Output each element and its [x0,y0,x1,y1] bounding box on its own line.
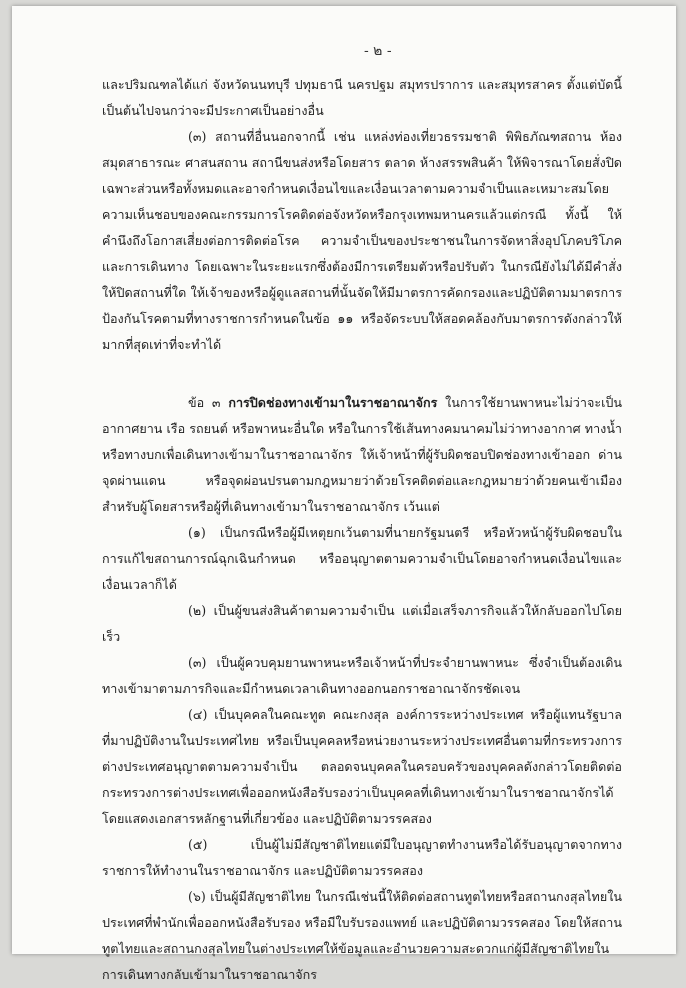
paragraph-gap [102,358,622,390]
paragraph-item-3-other-places: (๓) สถานที่อื่นนอกจากนี้ เช่น แหล่งท่องเที่ยวธรรมชาติ พิพิธภัณฑสถาน ห้องสมุดสาธารณะ ศาสนสถาน สถานีขนส่งหรือโดยสาร ตลาด ห้างสรรพสินค้า ให้พิจารณาโดยสั่งปิดเฉพาะส่วนหรือทั้งหมดและอาจกำหนดเงื่อนไขและเงื่อนเวลาตามความจำเป็นและเหมาะสมโดยความเห็นชอบของคณะกรรมการโรคติดต่อจังหวัดหรือกรุงเทพมหานครแล้วแต่กรณี ทั้งนี้ ให้คำนึงถึงโอกาสเสี่ยงต่อการติดต่อโรค ความจำเป็นของประชาชนในการจัดหาสิ่งอุปโภคบริโภคและการเดินทาง โดยเฉพาะในระยะแรกซึ่งต้องมีการเตรียมตัวหรือปรับตัว ในกรณียังไม่ได้มีคำสั่งให้ปิดสถานที่ใด ให้เจ้าของหรือผู้ดูแลสถานที่นั้นจัดให้มีมาตรการคัดกรองและปฏิบัติตามมาตรการป้องกันโรคตามที่ทางราชการกำหนดในข้อ ๑๑ หรือจัดระบบให้สอดคล้องกับมาตรการดังกล่าวให้มากที่สุดเท่าที่จะทำได้ [102,129,622,352]
exception-item-3: (๓) เป็นผู้ควบคุมยานพาหนะหรือเจ้าหน้าที่ประจำยานพาหนะ ซึ่งจำเป็นต้องเดินทางเข้ามาตามภารกิจและมีกำหนดเวลาเดินทางออกนอกราชอาณาจักรชัดเจน [102,655,622,696]
document-body [102,72,622,988]
paragraph-continuation: และปริมณฑลได้แก่ จังหวัดนนทบุรี ปทุมธานี นครปฐม สมุทรปราการ และสมุทรสาคร ตั้งแต่บัดนี้เป็นต้นไปจนกว่าจะมีประกาศเป็นอย่างอื่น [102,77,622,118]
exception-item-1: (๑) เป็นกรณีหรือผู้มีเหตุยกเว้นตามที่นายกรัฐมนตรี หรือหัวหน้าผู้รับผิดชอบในการแก้ไขสถานการณ์ฉุกเฉินกำหนด หรืออนุญาตตามความจำเป็นโดยอาจกำหนดเงื่อนไขและเงื่อนเวลาก็ได้ [102,525,622,592]
clause-body: ในการใช้ยานพาหนะไม่ว่าจะเป็นอากาศยาน เรือ รถยนต์ หรือพาหนะอื่นใด หรือในการใช้เส้นทางคมนาคมไม่ว่าทางอากาศ ทางน้ำ หรือทางบกเพื่อเดินทางเข้ามาในราชอาณาจักร ให้เจ้าหน้าที่ผู้รับผิดชอบปิดช่องทางเข้าออก ด่าน จุดผ่านแดน หรือจุดผ่อนปรนตามกฎหมายว่าด้วยโรคติดต่อและกฎหมายว่าด้วยคนเข้าเมือง สำหรับผู้โดยสารหรือผู้ที่เดินทางเข้ามาในราชอาณาจักร เว้นแต่ [102,395,623,514]
clause-number: ข้อ ๓ [188,395,229,410]
document-page [12,6,676,982]
exception-item-2: (๒) เป็นผู้ขนส่งสินค้าตามความจำเป็น แต่เมื่อเสร็จภารกิจแล้วให้กลับออกไปโดยเร็ว [102,603,622,644]
page-number: - ๒ - [364,43,392,59]
exception-item-6: (๖) เป็นผู้มีสัญชาติไทย ในกรณีเช่นนี้ให้ติดต่อสถานทูตไทยหรือสถานกงสุลไทยในประเทศที่พำนักเพื่อออกหนังสือรับรอง หรือมีใบรับรองแพทย์ และปฏิบัติตามวรรคสอง โดยให้สถานทูตไทยและสถานกงสุลไทยในต่างประเทศให้ข้อมูลและอำนวยความสะดวกแก่ผู้มีสัญชาติไทยในการเดินทางกลับเข้ามาในราชอาณาจักร [102,889,622,982]
clause-heading: การปิดช่องทางเข้ามาในราชอาณาจักร [228,395,438,410]
exception-item-5: (๕) เป็นผู้ไม่มีสัญชาติไทยแต่มีใบอนุญาตทำงานหรือได้รับอนุญาตจากทางราชการให้ทำงานในราชอาณาจักร และปฏิบัติตามวรรคสอง [102,837,622,878]
exception-item-4: (๔) เป็นบุคคลในคณะทูต คณะกงสุล องค์การระหว่างประเทศ หรือผู้แทนรัฐบาลที่มาปฏิบัติงานในประเทศไทย หรือเป็นบุคคลหรือหน่วยงานระหว่างประเทศอื่นตามที่กระทรวงการต่างประเทศอนุญาตตามความจำเป็น ตลอดจนบุคคลในครอบครัวของบุคคลดังกล่าวโดยติดต่อกระทรวงการต่างประเทศเพื่อออกหนังสือรับรองว่าเป็นบุคคลที่เดินทางเข้ามาในราชอาณาจักรได้โดยแสดงเอกสารหลักฐานที่เกี่ยวข้อง และปฏิบัติตามวรรคสอง [102,707,622,826]
clause-3-paragraph [102,390,622,520]
